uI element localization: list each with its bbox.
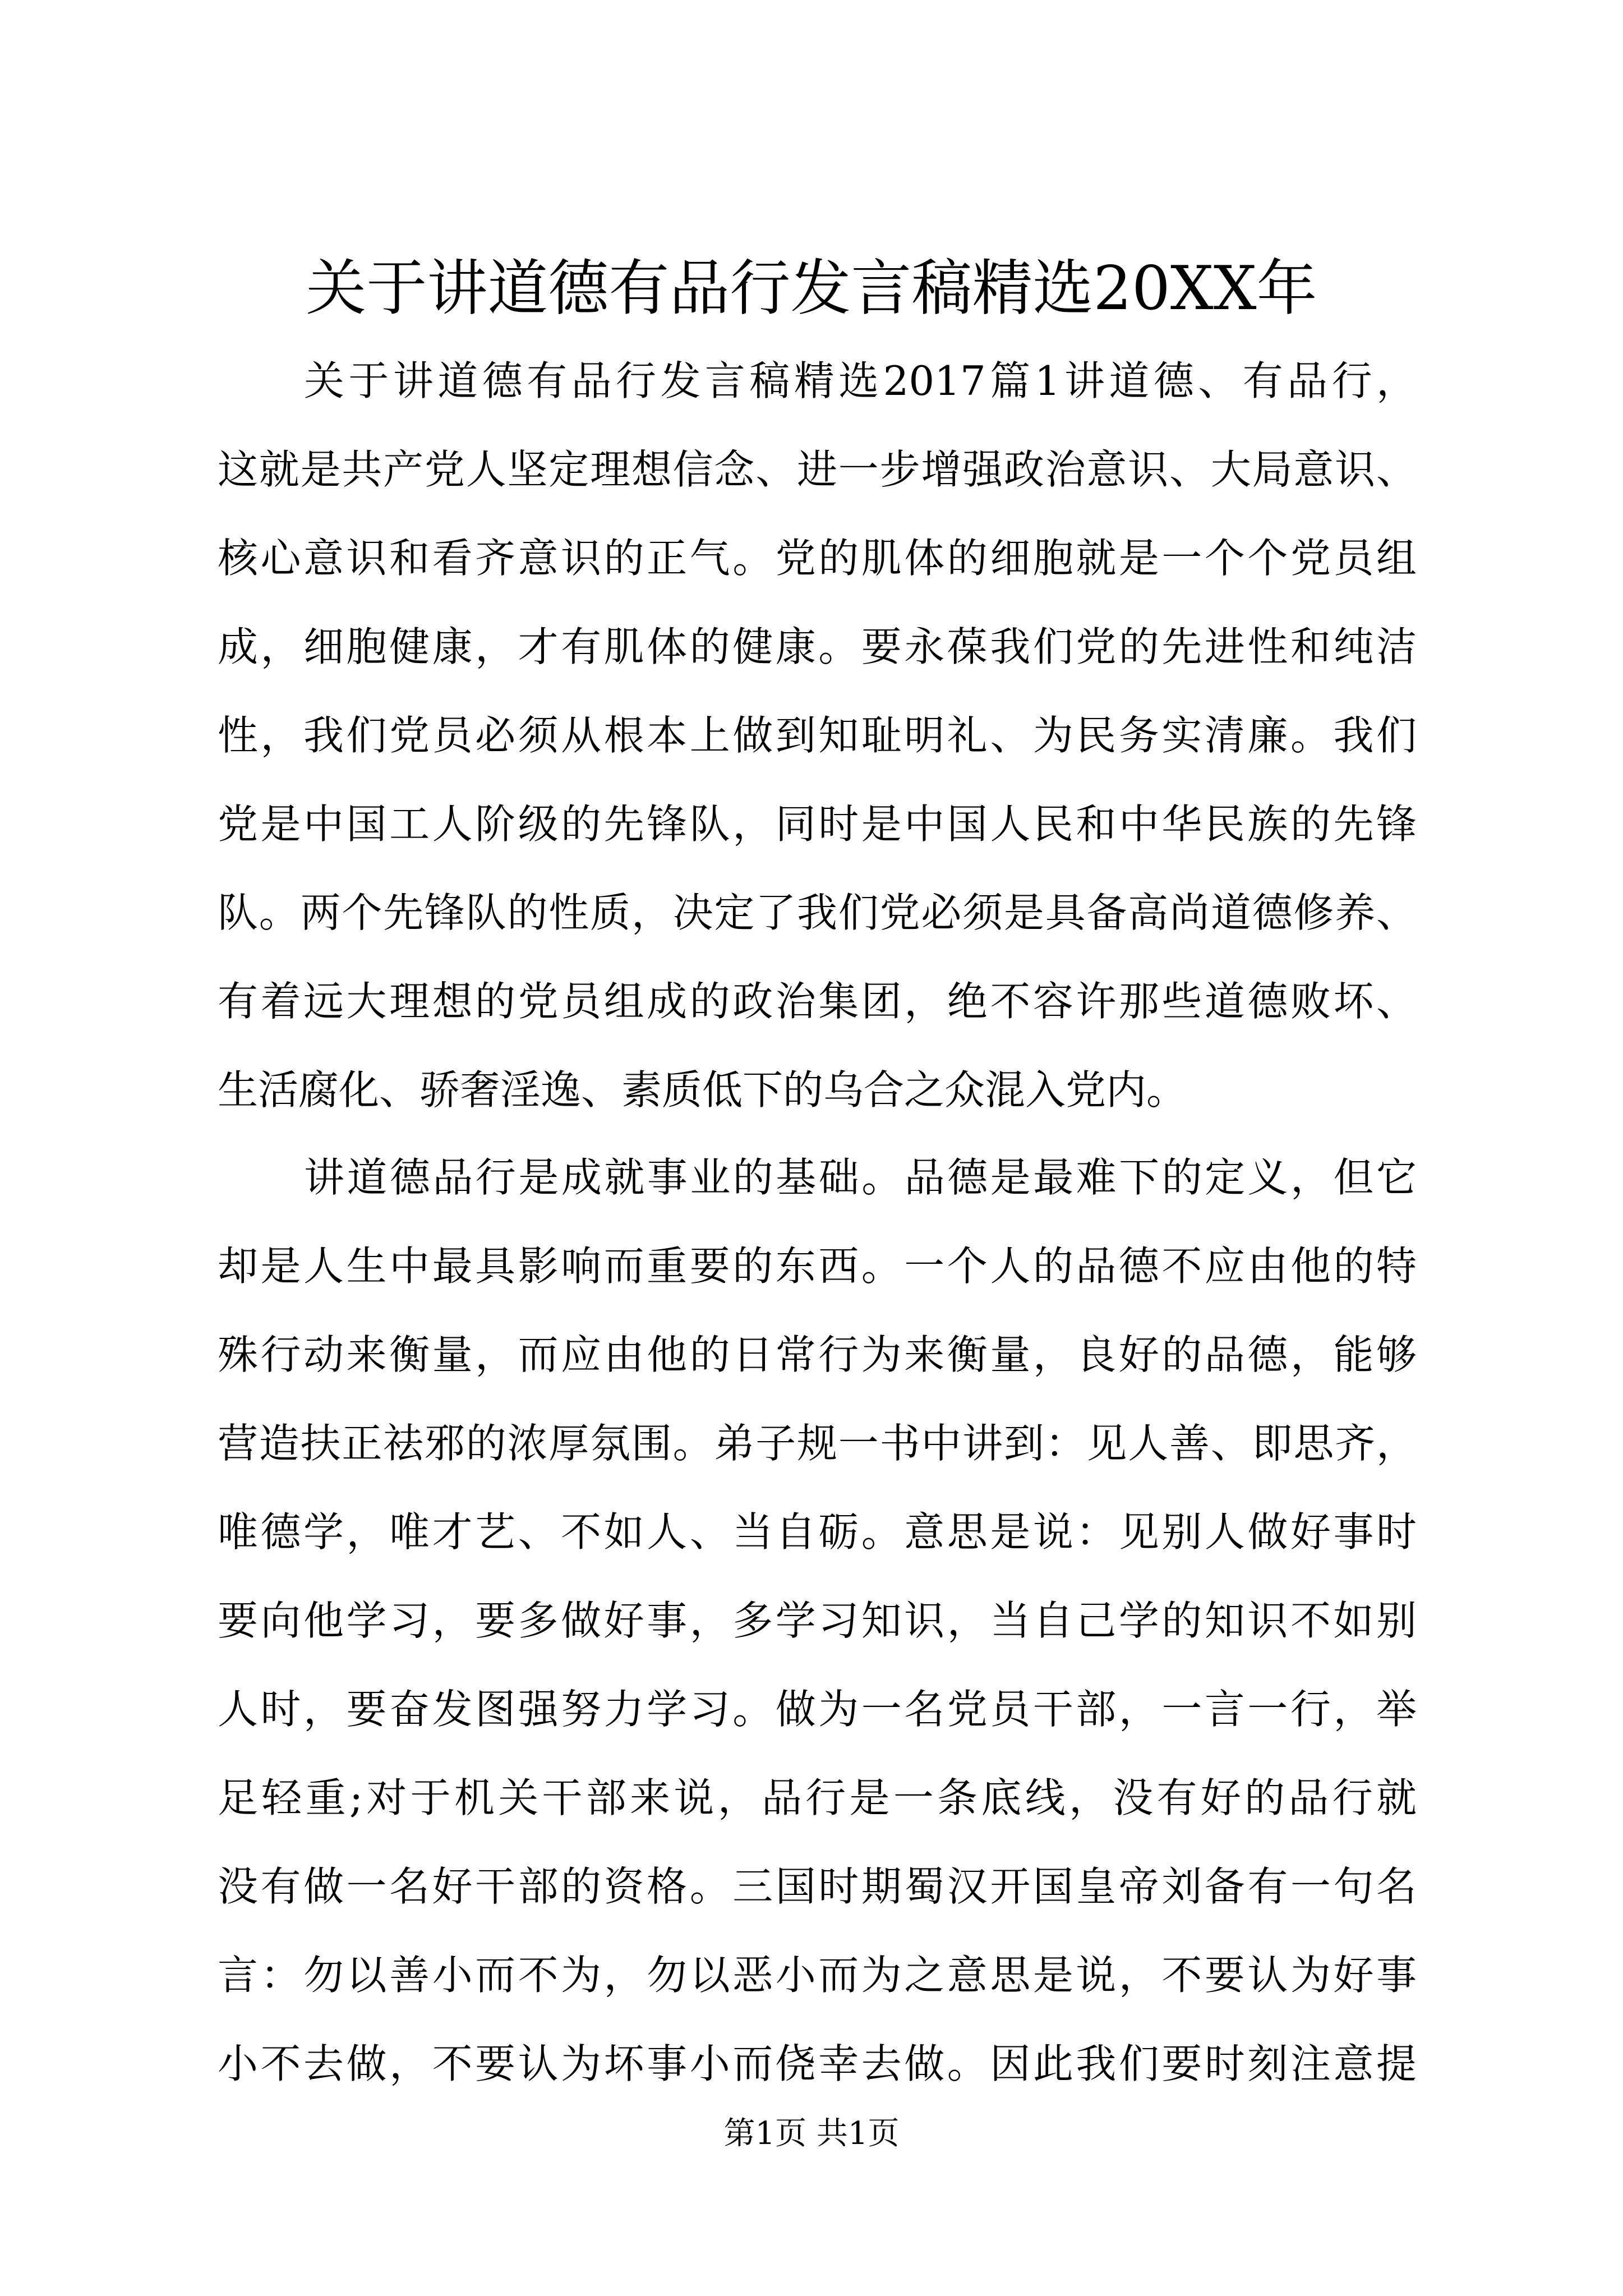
paragraph-line: 成，细胞健康，才有肌体的健康。要永葆我们党的先进性和纯洁 [218, 623, 1417, 670]
paragraph-line: 性，我们党员必须从根本上做到知耻明礼、为民务实清廉。我们 [218, 712, 1417, 759]
paragraph-line: 足轻重;对于机关干部来说，品行是一条底线，没有好的品行就 [218, 1774, 1417, 1821]
paragraph-line: 关于讲道德有品行发言稿精选2017篇1讲道德、有品行， [304, 357, 1417, 404]
paragraph-line: 要向他学习，要多做好事，多学习知识，当自己学的知识不如别 [218, 1597, 1417, 1644]
paragraph-line: 讲道德品行是成就事业的基础。品德是最难下的定义，但它 [304, 1154, 1417, 1201]
paragraph-line: 没有做一名好干部的资格。三国时期蜀汉开国皇帝刘备有一句名 [218, 1863, 1417, 1910]
paragraph-2 [218, 1133, 1417, 2108]
paragraph-line: 却是人生中最具影响而重要的东西。一个人的品德不应由他的特 [218, 1243, 1417, 1290]
paragraph-1 [218, 337, 1417, 1134]
paragraph-line: 殊行动来衡量，而应由他的日常行为来衡量，良好的品德，能够 [218, 1331, 1417, 1378]
paragraph-line: 小不去做，不要认为坏事小而侥幸去做。因此我们要时刻注意提 [218, 2040, 1417, 2087]
page-footer: 第1页 共1页 [723, 2115, 900, 2152]
paragraph-line: 队。两个先锋队的性质，决定了我们党必须是具备高尚道德修养、 [218, 889, 1417, 936]
paragraph-line: 人时，要奋发图强努力学习。做为一名党员干部，一言一行，举 [218, 1686, 1417, 1733]
paragraph-line: 言：勿以善小而不为，勿以恶小而为之意思是说，不要认为好事 [218, 1952, 1417, 1999]
paragraph-line: 这就是共产党人坚定理想信念、进一步增强政治意识、大局意识、 [218, 446, 1417, 493]
paragraph-line: 核心意识和看齐意识的正气。党的肌体的细胞就是一个个党员组 [218, 535, 1417, 582]
paragraph-line: 唯德学，唯才艺、不如人、当自砺。意思是说：见别人做好事时 [218, 1508, 1417, 1556]
paragraph-line: 有着远大理想的党员组成的政治集团，绝不容许那些道德败坏、 [218, 978, 1417, 1025]
paragraph-line: 生活腐化、骄奢淫逸、素质低下的乌合之众混入党内。 [218, 1066, 1187, 1114]
paragraph-line: 党是中国工人阶级的先锋队，同时是中国人民和中华民族的先锋 [218, 800, 1417, 848]
document-title: 关于讲道德有品行发言稿精选20XX年 [306, 254, 1317, 324]
paragraph-line: 营造扶正祛邪的浓厚氛围。弟子规一书中讲到：见人善、即思齐， [218, 1420, 1417, 1467]
